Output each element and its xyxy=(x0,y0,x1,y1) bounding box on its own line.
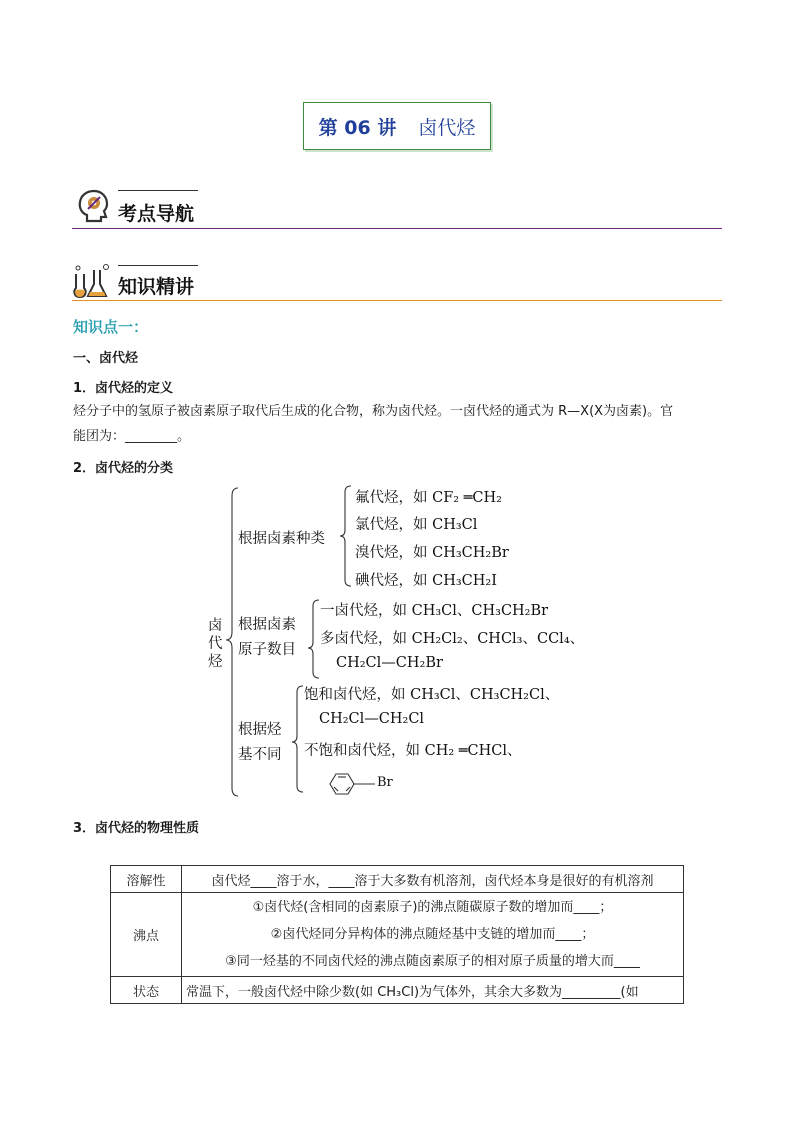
root-label-3: 烃 xyxy=(208,654,223,670)
root-label-2: 代 xyxy=(208,636,223,652)
table-row xyxy=(111,977,684,1004)
base-item-unsaturated: 不饱和卤代烃，如 CH₂ ═CHCl、 xyxy=(304,743,522,759)
halogen-item-iodo: 碘代烃，如 CH₃CH₂I xyxy=(355,573,497,589)
row-label-boiling: 沸点 xyxy=(111,893,182,977)
boiling-line-1: ①卤代烃(含相同的卤素原子)的沸点随碳原子数的增加而____； xyxy=(252,900,613,915)
knowledge-point-label: 知识点一： xyxy=(73,318,149,336)
root-label-1: 卤 xyxy=(208,618,223,634)
count-item-poly: 多卤代烃，如 CH₂Cl₂、CHCl₃、CCl₄、 xyxy=(320,631,585,647)
halogen-item-chloro: 氯代烃，如 CH₃Cl xyxy=(355,517,478,533)
lesson-name: 卤代烃 xyxy=(418,116,476,139)
bromobenzene-substituent: Br xyxy=(377,775,393,790)
physical-properties-table xyxy=(110,865,684,1004)
table-row xyxy=(111,866,684,893)
row-label-state: 状态 xyxy=(111,977,182,1004)
by-count-label-1: 根据卤素 xyxy=(238,617,296,633)
heading-physical: 3．卤代烃的物理性质 xyxy=(73,821,200,836)
nav-section-title: 考点导航 xyxy=(118,203,195,225)
heading-classification: 2．卤代烃的分类 xyxy=(73,461,174,476)
boiling-line-2: ②卤代烃同分异构体的沸点随烃基中支链的增加而____； xyxy=(270,927,595,942)
base-item-saturated-cont: CH₂Cl—CH₂Cl xyxy=(319,711,425,727)
knowledge-section-title: 知识精讲 xyxy=(118,276,195,298)
solubility-text: 卤代烃____溶于水，____溶于大多数有机溶剂，卤代烃本身是很好的有机溶剂 xyxy=(182,866,684,893)
halogen-item-bromo: 溴代烃，如 CH₃CH₂Br xyxy=(355,545,509,561)
by-base-label-2: 基不同 xyxy=(238,747,282,763)
heading-definition: 1．卤代烃的定义 xyxy=(73,381,174,396)
state-text: 常温下，一般卤代烃中除少数(如 CH₃Cl)为气体外，其余大多数为_________(如 xyxy=(182,977,684,1004)
definition-line-2: 能团为：________。 xyxy=(73,429,191,444)
by-count-label-2: 原子数目 xyxy=(238,642,296,658)
definition-line-1: 烃分子中的氢原子被卤素原子取代后生成的化合物，称为卤代烃。一卤代烃的通式为 R—X(X为卤素)。官 xyxy=(73,404,674,419)
halogen-item-fluoro: 氟代烃，如 CF₂ ═CH₂ xyxy=(355,490,502,506)
base-item-saturated: 饱和卤代烃，如 CH₃Cl、CH₃CH₂Cl、 xyxy=(304,687,560,703)
row-label-solubility: 溶解性 xyxy=(111,866,182,893)
by-halogen-label: 根据卤素种类 xyxy=(238,531,325,547)
lesson-number: 第 06 讲 xyxy=(318,116,397,139)
count-item-poly-cont: CH₂Cl—CH₂Br xyxy=(336,655,443,671)
count-item-mono: 一卤代烃，如 CH₃Cl、CH₃CH₂Br xyxy=(320,603,549,619)
by-base-label-1: 根据烃 xyxy=(238,722,282,738)
heading-haloalkane: 一、卤代烃 xyxy=(73,351,139,366)
boiling-cell xyxy=(182,893,684,977)
table-row xyxy=(111,893,684,977)
boiling-line-3: ③同一烃基的不同卤代烃的沸点随卤素原子的相对原子质量的增大而____ xyxy=(225,954,640,969)
